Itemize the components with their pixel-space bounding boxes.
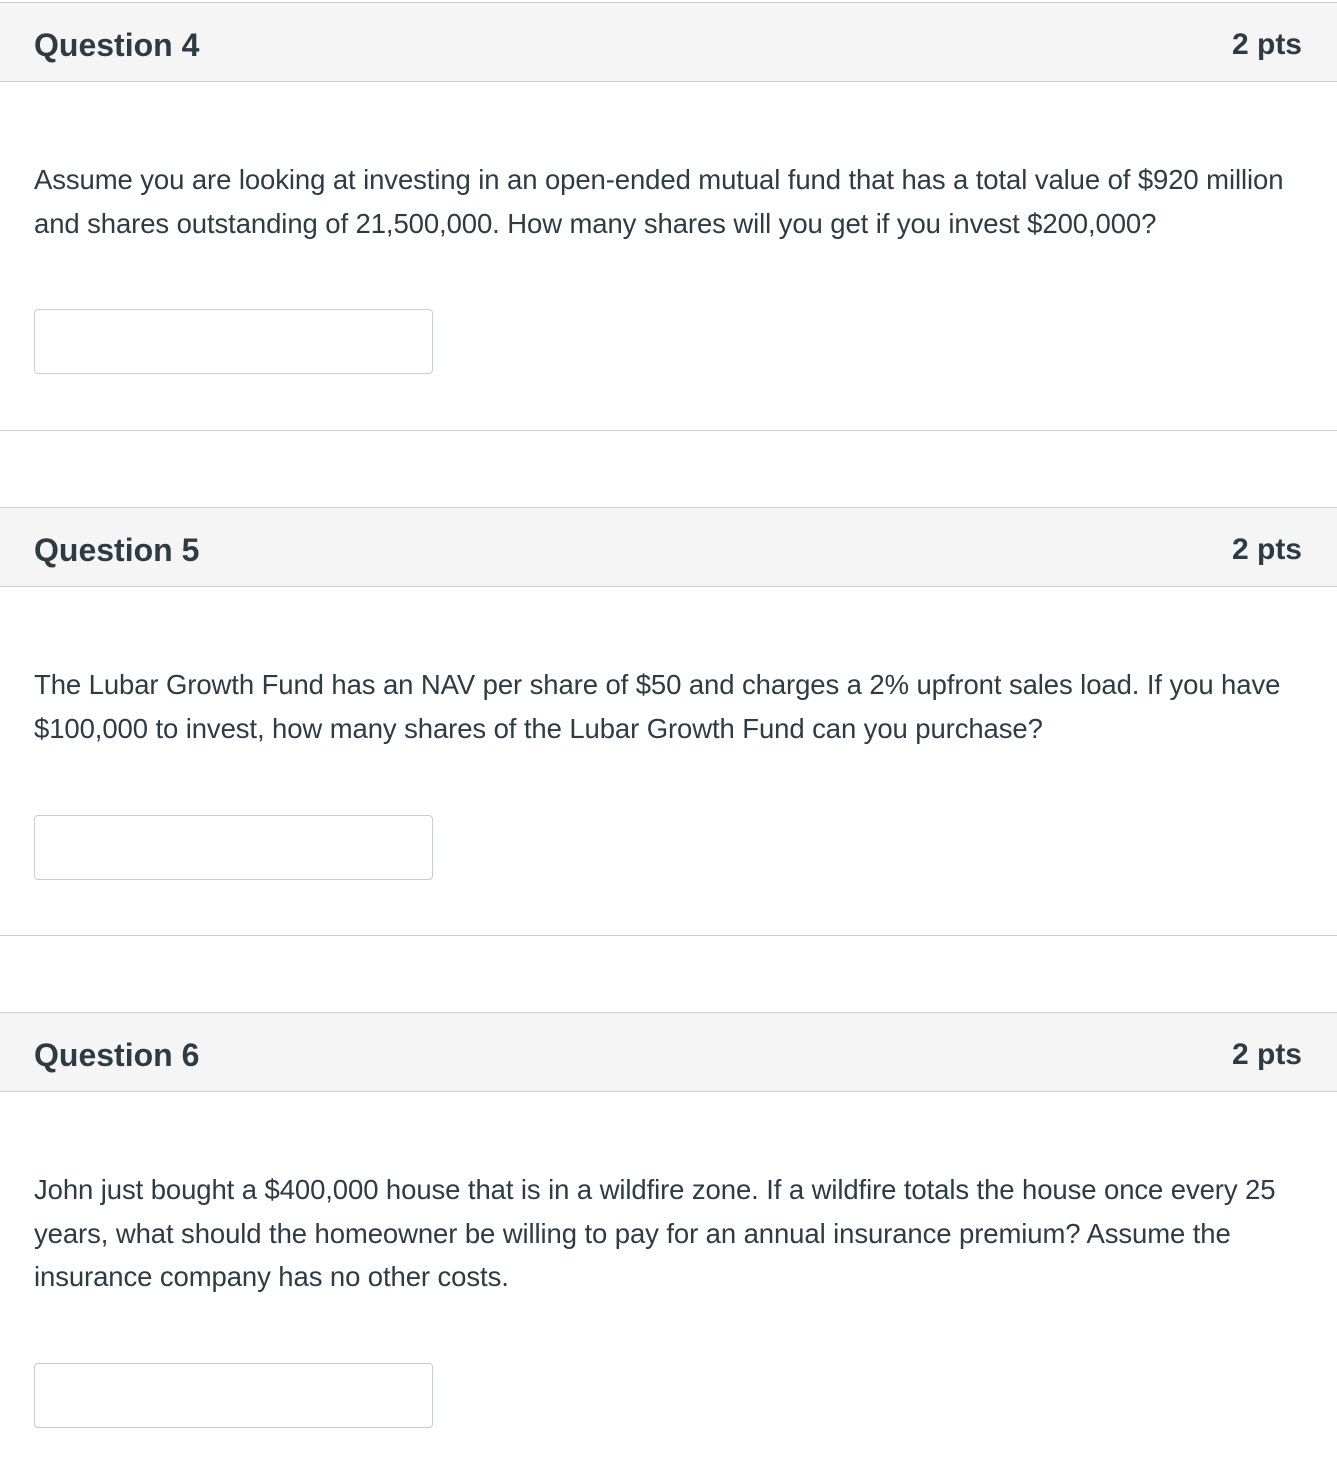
question-text: Assume you are looking at investing in an open-ended mutual fund that has a total value of $920 million and shares outstanding of 21,500,000. How many shares will you get if you invest $200,000? — [34, 164, 1284, 239]
question-title: Question 4 — [34, 27, 200, 63]
question-header — [0, 1012, 1337, 1092]
question-points: 2 pts — [1231, 28, 1302, 61]
answer-input[interactable] — [34, 815, 433, 880]
question-points: 2 pts — [1231, 1038, 1302, 1071]
question-header — [0, 507, 1337, 587]
question-points: 2 pts — [1231, 533, 1302, 566]
question-divider — [0, 935, 1337, 936]
question-title: Question 5 — [34, 532, 200, 568]
answer-input[interactable] — [34, 309, 433, 374]
answer-input[interactable] — [34, 1363, 433, 1428]
question-header — [0, 2, 1337, 82]
question-text: The Lubar Growth Fund has an NAV per share of $50 and charges a 2% upfront sales load. If you have $100,000 to invest, how many shares of the Lubar Growth Fund can you purchase? — [34, 669, 1281, 744]
question-text: John just bought a $400,000 house that is in a wildfire zone. If a wildfire totals the house once every 25 years, what should the homeowner be willing to pay for an annual insurance premium? Assume the insurance company has no other costs. — [34, 1174, 1276, 1292]
question-divider — [0, 430, 1337, 431]
question-title: Question 6 — [34, 1037, 200, 1073]
